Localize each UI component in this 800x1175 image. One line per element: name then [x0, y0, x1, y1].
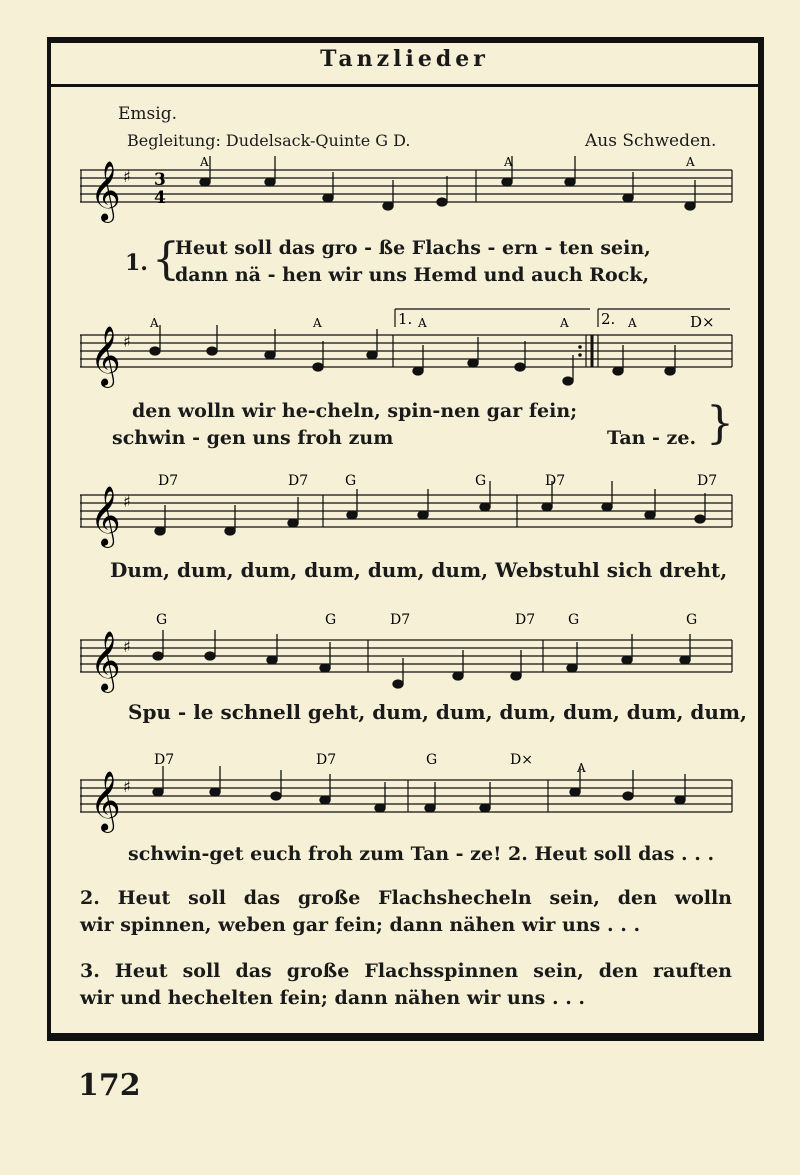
frame-left-rule [47, 37, 51, 1040]
time-sig-top: 3 [154, 170, 166, 190]
treble-clef-icon: 𝄞 [90, 161, 121, 221]
chord-label: D7 [154, 752, 175, 768]
treble-clef-icon: 𝄞 [90, 631, 121, 691]
verse-2-line-1: 2. Heut soll das große Flachshecheln sein, den wolln [80, 887, 732, 909]
lyrics-line-1b: dann nä - hen wir uns Hemd und auch Rock, [175, 264, 650, 286]
music-staff-3 [80, 465, 740, 555]
page-title: Tanzlieder [320, 46, 489, 72]
frame-bottom-rule [47, 1033, 764, 1041]
chord-label: D7 [545, 473, 566, 489]
lyrics-line-2a: den wolln wir he-cheln, spin-nen gar fein; [132, 400, 578, 422]
volta-second: 2. [601, 310, 616, 328]
chord-label: D7 [158, 473, 179, 489]
chord-label: G [156, 612, 168, 628]
lyrics-line-4: Spu - le schnell geht, dum, dum, dum, dum, dum, dum, [128, 700, 748, 724]
volta-first: 1. [398, 310, 413, 328]
lyrics-line-2b-end: Tan - ze. [607, 427, 697, 449]
chord-label: D× [510, 752, 533, 768]
chord-label: A [418, 316, 427, 330]
chord-label: G [325, 612, 337, 628]
frame-top-rule [47, 37, 763, 43]
chord-label: G [568, 612, 580, 628]
accent-mark: A [577, 761, 586, 775]
treble-clef-icon: 𝄞 [90, 326, 121, 386]
chord-label: A [150, 316, 159, 330]
sharp-icon: ♯ [123, 332, 131, 351]
lyrics-line-1a: Heut soll das gro - ße Flachs - ern - ten sein, [175, 237, 651, 259]
accent-mark: A [686, 155, 695, 169]
sharp-icon: ♯ [123, 492, 131, 511]
music-staff-5 [80, 750, 740, 840]
chord-label: G [345, 473, 357, 489]
tempo-marking: Emsig. [118, 104, 177, 124]
music-staff-4 [80, 610, 740, 700]
notes-row-4 [153, 630, 690, 688]
verse-2-line-2: wir spinnen, weben gar fein; dann nähen wir uns . . . [80, 914, 641, 936]
chord-label: A [313, 316, 322, 330]
chord-label: G [686, 612, 698, 628]
chord-label: D7 [316, 752, 337, 768]
chord-label: A [628, 316, 637, 330]
chord-label: D× [690, 313, 715, 331]
accent-mark: A [504, 155, 513, 169]
accent-mark: A [200, 155, 209, 169]
chord-label: G [475, 473, 487, 489]
sharp-icon: ♯ [123, 777, 131, 796]
treble-clef-icon: 𝄞 [90, 771, 121, 831]
lyrics-line-3: Dum, dum, dum, dum, dum, dum, Webstuhl sich dreht, [110, 558, 728, 582]
brace-icon: { [152, 234, 180, 285]
sharp-icon: ♯ [123, 637, 131, 656]
music-staff-2 [80, 305, 740, 390]
verse-3-line-2: wir und hechelten fein; dann nähen wir uns . . . [80, 987, 586, 1009]
chord-label: G [426, 752, 438, 768]
chord-label: D7 [515, 612, 536, 628]
page-number: 172 [78, 1068, 141, 1103]
verse-3-line-1: 3. Heut soll das große Flachsspinnen sein, den rauften [80, 960, 732, 982]
time-sig-bottom: 4 [154, 188, 166, 208]
music-staff-1 [80, 150, 740, 235]
chord-label: A [560, 316, 569, 330]
lyrics-line-2b: schwin - gen uns froh zum [112, 427, 394, 449]
verse-number: 1. [125, 250, 148, 276]
notes-row-5 [153, 766, 685, 812]
brace-close-icon: } [706, 398, 734, 449]
title-rule [51, 84, 758, 87]
origin-note: Aus Schweden. [585, 131, 717, 151]
chord-label: D7 [697, 473, 718, 489]
chord-label: D7 [288, 473, 309, 489]
sharp-icon: ♯ [123, 167, 131, 186]
treble-clef-icon: 𝄞 [90, 486, 121, 546]
chord-label: D7 [390, 612, 411, 628]
lyrics-line-5: schwin-get euch froh zum Tan - ze! 2. Heut soll das . . . [128, 843, 715, 865]
accompaniment-note: Begleitung: Dudelsack-Quinte G D. [127, 131, 411, 150]
frame-right-rule [758, 37, 764, 1040]
notes-row-2 [150, 325, 675, 385]
